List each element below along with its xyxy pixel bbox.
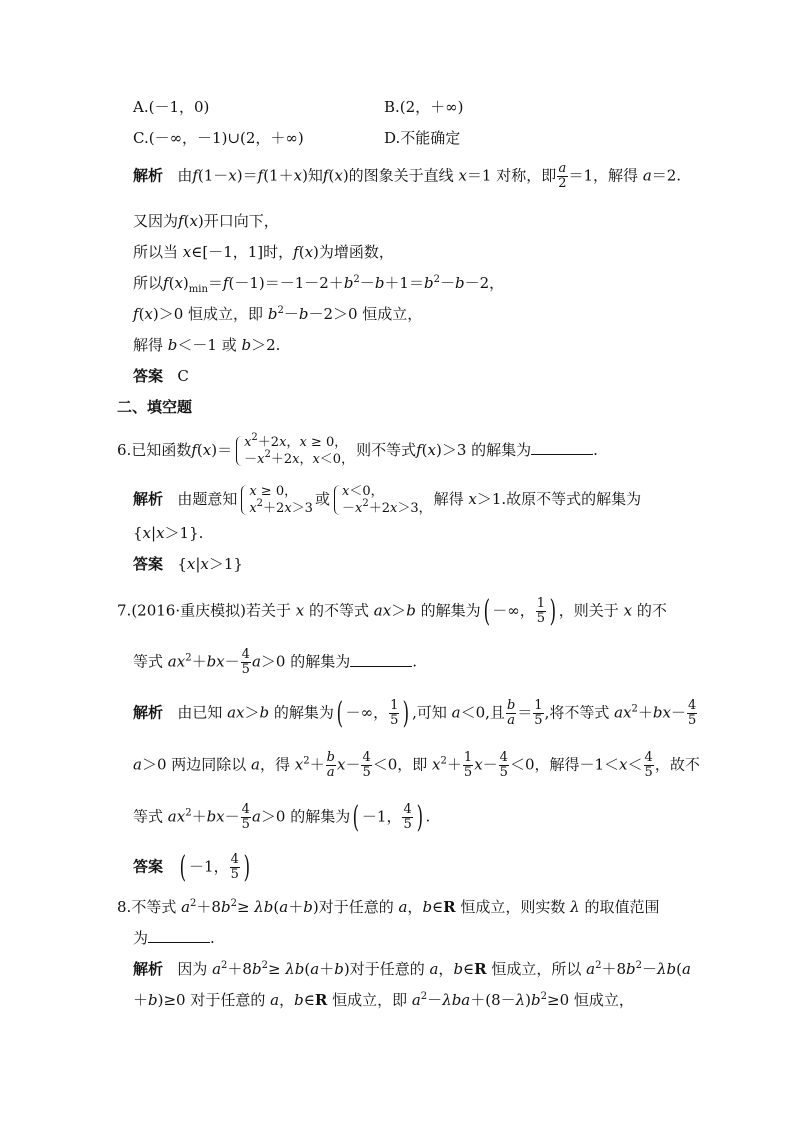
q6-analysis-line-1: 解析 由题意知 x ≥ 0， $x^2+2x>3$ 或 x＜0， $-x^2+2x>3$， 解得 x＞1.故原不等式的解集为 [133,484,642,516]
q6-answer-label: 答案 [133,555,164,573]
q6-analysis-label: 解析 [133,490,164,508]
option-c: C.(－∞，－1)∪(2，＋∞) [133,129,304,147]
q7-analysis-line-2: a＞0 两边同除以 a，得 $x^2+$ $\frac{b}{a}$ x－ $\frac{4}{5}$ ＜0，即 $x^2+$ $\frac{1}{5}$ x－ $\frac{4}{5}$ ＜0，解得－1＜x＜ $\frac{4}{5}$ ，故不 [133,750,700,780]
system-1: x ≥ 0， $x^2+2x>3$ [239,483,313,517]
q7-source: (2016·重庆模拟) [131,601,246,620]
q6-stem: 6.已知函数f(x)＝ $x^2+2x$，x ≥ 0， $-x^2+2x$，x＜0， 则不等式f(x)＞3 的解集为 . [117,432,598,467]
answer-blank [350,652,412,667]
system-2: x＜0， $-x^2+2x>3$， [332,483,432,517]
q5-analysis-line-5: f(x)＞0 恒成立，即 $b^2-b-2>0$ 恒成立， [133,305,423,323]
q7-analysis-label: 解析 [133,703,164,722]
q6-answer: 答案 {x|x＞1} [133,555,243,573]
q5-analysis-label: 解析 [133,166,164,185]
q7-analysis-line-3: 等式 $ax^2+bx-$ $\frac{4}{5}$ a＞0 的解集为( －1， $\frac{4}{5}$ ) . [133,799,431,835]
piecewise-function: $x^2+2x$，x ≥ 0， $-x^2+2x$，x＜0， [234,434,354,468]
q7-analysis-line-1: 解析 由已知 ax＞b 的解集为( －∞， $\frac{1}{5}$ ) ,可知 a＜0,且 $\frac{b}{a}$ ＝ $\frac{1}{5}$ ,将不等式 $ax^2+bx-$ $\frac{4}{5}$ [133,695,697,731]
q8-stem-line-1: 8.不等式 $a^2+8b^2\ge \lambda b(a+b)$对于任意的 a，b∈R 恒成立，则实数 λ 的取值范围 [117,898,660,916]
section-heading: 二、填空题 [117,398,193,416]
q5-answer [133,366,189,386]
q5-analysis-line-2: 又因为f(x)开口向下， [133,212,279,230]
q8-analysis-line-2: ＋b)≥0 对于任意的 a，b∈R 恒成立，即 $a^2-\lambda ba+(8-\lambda)b^2\ge 0$ 恒成立， [133,991,634,1009]
option-d: D.不能确定 [384,129,461,147]
q7-stem-line-1: 7.(2016·重庆模拟)若关于 x 的不等式 ax＞b 的解集为( －∞， $\frac{1}{5}$ ) ，则关于 x 的不 [117,593,667,629]
option-b: B.(2，＋∞) [384,98,464,116]
q8-stem-line-2: 为 . [133,929,215,947]
q5-analysis-line-4: 所以$f(x)_{min}=f(-1)=-1-2+b^2-b+1=b^2-b-2$， [133,274,505,295]
q6-analysis-line-2: {x|x＞1}. [133,524,204,542]
answer-blank [148,928,210,943]
q5-answer-label: 答案 [133,367,164,385]
fraction-a-over-2: $\frac{a}{2}$ [558,161,567,191]
q8-analysis-line-1: 解析 因为 $a^2+8b^2\ge \lambda b(a+b)$对于任意的 a，b∈R 恒成立，所以 $a^2+8b^2-\lambda b(a$ [133,960,691,978]
q8-analysis-label: 解析 [133,960,164,978]
q7-answer-label: 答案 [133,857,164,876]
option-a: A.(－1，0) [133,98,210,116]
q5-analysis-line-6: 解得 b＜－1 或 b＞2. [133,336,281,354]
q7-stem-line-2: 等式 $ax^2+bx-$ $\frac{4}{5}$ a＞0 的解集为 . [133,647,417,677]
answer-blank [531,440,593,455]
q5-analysis-line-3: 所以当 x∈[－1，1]时，f(x)为增函数， [133,243,394,261]
q5-answer-value: C [177,367,189,385]
q5-analysis-line-1: 解析 由f(1－x)＝f(1＋x)知f(x)的图象关于直线 x＝1 对称，即 $\frac{a}{2}$ ＝1，解得 a＝2. [133,161,682,191]
q7-answer: 答案 ( －1， $\frac{4}{5}$ ) [133,849,250,885]
